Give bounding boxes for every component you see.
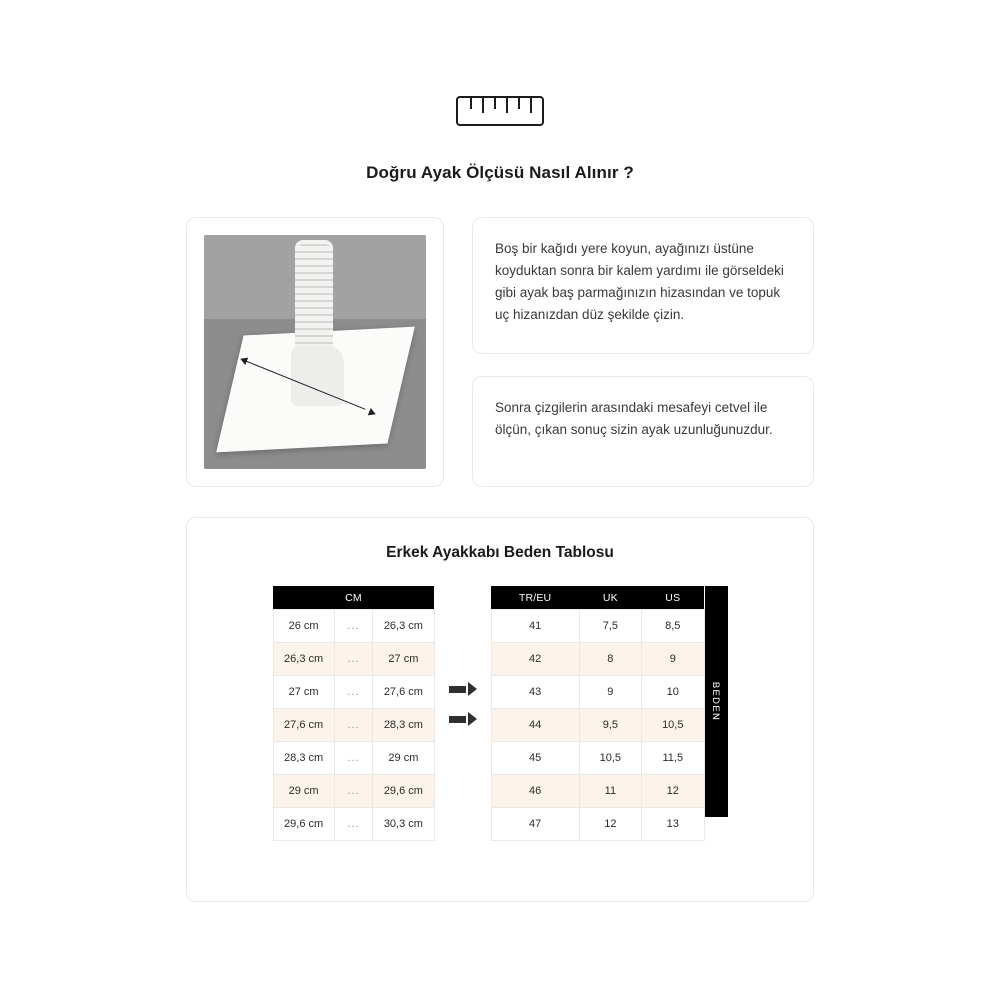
cm-from: 26 cm (273, 610, 334, 643)
cell-tr-eu: 44 (491, 709, 579, 742)
table-row (491, 775, 704, 808)
cm-separator: ... (334, 808, 373, 841)
cell-us: 8,5 (642, 610, 704, 643)
cell-us: 10,5 (642, 709, 704, 742)
cm-from: 27,6 cm (273, 709, 334, 742)
cm-to: 29 cm (373, 742, 434, 775)
table-row (491, 643, 704, 676)
cm-from: 29,6 cm (273, 808, 334, 841)
cm-from: 26,3 cm (273, 643, 334, 676)
cell-us: 12 (642, 775, 704, 808)
cell-tr-eu: 47 (491, 808, 579, 841)
column-header-uk: UK (579, 586, 641, 610)
size-tables-wrapper (207, 586, 793, 841)
table-row (491, 610, 704, 643)
cell-uk: 10,5 (579, 742, 641, 775)
table-row (273, 676, 434, 709)
table-row (491, 742, 704, 775)
cell-us: 9 (642, 643, 704, 676)
instructions-section (186, 217, 814, 487)
column-header-us: US (642, 586, 704, 610)
cm-separator: ... (334, 643, 373, 676)
cell-uk: 8 (579, 643, 641, 676)
cm-to: 30,3 cm (373, 808, 434, 841)
cm-to: 26,3 cm (373, 610, 434, 643)
cell-us: 10 (642, 676, 704, 709)
cm-from: 29 cm (273, 775, 334, 808)
cm-to: 28,3 cm (373, 709, 434, 742)
cm-table (273, 586, 435, 841)
photo-sock-texture (295, 244, 333, 361)
cell-tr-eu: 46 (491, 775, 579, 808)
cm-to: 27 cm (373, 643, 434, 676)
cm-separator: ... (334, 610, 373, 643)
cell-uk: 12 (579, 808, 641, 841)
table-row (491, 808, 704, 841)
cell-tr-eu: 43 (491, 676, 579, 709)
table-row (273, 808, 434, 841)
cell-us: 13 (642, 808, 704, 841)
table-row (273, 775, 434, 808)
cm-separator: ... (334, 676, 373, 709)
column-header-tr-eu: TR/EU (491, 586, 579, 610)
instruction-step-1: Boş bir kağıdı yere koyun, ayağınızı üstüne koyduktan sonra bir kalem yardımı ile görseldeki gibi ayak baş parmağınızın hizasından ve topuk uç hizanızdan düz şekilde çizin. (472, 217, 814, 354)
ruler-icon (456, 96, 544, 126)
cell-tr-eu: 41 (491, 610, 579, 643)
cell-us: 11,5 (642, 742, 704, 775)
cm-from: 27 cm (273, 676, 334, 709)
cm-from: 28,3 cm (273, 742, 334, 775)
instruction-step-2: Sonra çizgilerin arasındaki mesafeyi cetvel ile ölçün, çıkan sonuç sizin ayak uzunluğunuzdur. (472, 376, 814, 487)
instruction-photo-card (186, 217, 444, 487)
size-conversion-table (491, 586, 705, 841)
cm-separator: ... (334, 709, 373, 742)
table-row (273, 742, 434, 775)
cell-uk: 9 (579, 676, 641, 709)
beden-side-label (705, 586, 728, 817)
page-title: Doğru Ayak Ölçüsü Nasıl Alınır ? (366, 163, 634, 182)
cm-to: 27,6 cm (373, 676, 434, 709)
cm-table-header: CM (273, 586, 434, 610)
size-conversion-body (491, 610, 704, 841)
cm-separator: ... (334, 742, 373, 775)
table-row (273, 709, 434, 742)
cell-uk: 7,5 (579, 610, 641, 643)
cell-uk: 11 (579, 775, 641, 808)
cell-uk: 9,5 (579, 709, 641, 742)
table-row (491, 709, 704, 742)
conversion-arrows (435, 586, 491, 726)
table-row (273, 610, 434, 643)
table-row (273, 643, 434, 676)
size-table-section (186, 517, 814, 902)
cm-table-body (273, 610, 434, 841)
cell-tr-eu: 45 (491, 742, 579, 775)
arrow-right-icon (449, 712, 477, 726)
arrow-right-icon (449, 682, 477, 696)
cm-to: 29,6 cm (373, 775, 434, 808)
cell-tr-eu: 42 (491, 643, 579, 676)
beden-side-label-text: BEDEN (710, 681, 722, 722)
cm-separator: ... (334, 775, 373, 808)
page-header (0, 0, 1000, 183)
size-table-title: Erkek Ayakkabı Beden Tablosu (386, 544, 614, 561)
table-row (491, 676, 704, 709)
instruction-text-column (472, 217, 814, 487)
foot-measurement-photo (204, 235, 426, 469)
